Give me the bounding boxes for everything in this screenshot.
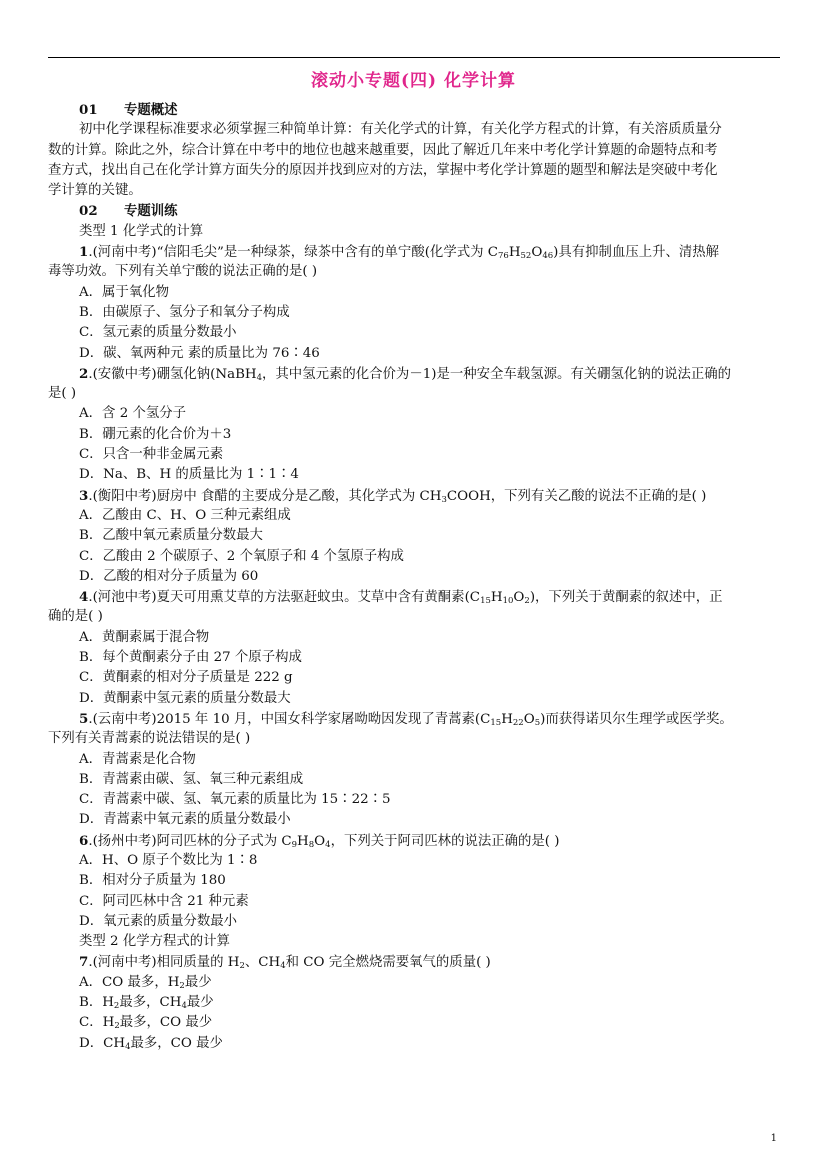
question-5: 5.(云南中考)2015 年 10 月，中国女科学家屠呦呦因发现了青蒿素$(C_{15}H_{22}O_5)$而获得诺贝尔生理学或医学奖。 (79, 710, 733, 728)
overview-paragraph: 查方式，找出自己在化学计算方面失分的原因并找到应对的方法，掌握中考化学计算题的题型和解法是突破中考化 (48, 162, 718, 178)
option-a: A．H、O 原子个数比为 1∶8 (79, 852, 258, 868)
question-2-line-2: 是( ) (48, 386, 77, 402)
overview-paragraph: 数的计算。除此之外，综合计算在中考中的地位也越来越重要，因此了解近几年来中考化学计算题的命题特点和考 (48, 142, 718, 158)
option-b: B．$H_2$最多，$CH_4$最少 (79, 995, 214, 1012)
option-c: C．$H_2$最多，CO 最少 (79, 1015, 213, 1032)
option-a: A．属于氧化物 (79, 284, 170, 300)
option-b: B．硼元素的化合价为＋3 (79, 426, 232, 442)
overview-paragraph: 初中化学课程标准要求必须掌握三种简单计算：有关化学式的计算，有关化学方程式的计算，有关溶质质量分 (79, 122, 722, 138)
option-d: D．氧元素的质量分数最小 (79, 913, 238, 929)
type-heading: 类型 2 化学方程式的计算 (79, 934, 230, 950)
section-heading-overview: 01 专题概述 (79, 102, 178, 118)
option-a: A．黄酮素属于混合物 (79, 629, 210, 645)
option-b: B．青蒿素由碳、氢、氧三种元素组成 (79, 771, 304, 787)
header-rule (48, 57, 780, 58)
option-d: D．乙酸的相对分子质量为 60 (79, 568, 259, 584)
document-body (48, 100, 780, 1054)
question-2: 2.(安徽中考)硼氢化钠(NaBH$_4$，其中氢元素的化合价为－1)是一种安全车载氢源。有关硼氢化钠的说法正确的 (79, 365, 732, 383)
question-1: 1.(河南中考)“信阳毛尖”是一种绿茶，绿茶中含有的单宁酸(化学式为 $C_{76}H_{52}O_{46}$)具有抑制血压上升、清热解 (79, 244, 720, 262)
option-d: D．$CH_4$最多，CO 最少 (79, 1035, 223, 1052)
overview-paragraph: 学计算的关键。 (48, 183, 142, 199)
option-b: B．相对分子质量为 180 (79, 873, 226, 889)
option-a: A．乙酸由 C、H、O 三种元素组成 (79, 507, 291, 523)
option-c: C．黄酮素的相对分子质量是 222 g (79, 670, 293, 686)
option-d: D．青蒿素中氧元素的质量分数最小 (79, 812, 291, 828)
option-d: D．黄酮素中氢元素的质量分数最大 (79, 690, 291, 706)
option-c: C．乙酸由 2 个碳原子、2 个氧原子和 4 个氢原子构成 (79, 548, 404, 564)
option-d: D．碳、氧两种元 素的质量比为 76∶46 (79, 345, 320, 361)
page-number: 1 (770, 1133, 777, 1144)
option-a: A．青蒿素是化合物 (79, 751, 196, 767)
option-c: C．阿司匹林中含 21 种元素 (79, 893, 249, 909)
option-b: B．由碳原子、氢分子和氧分子构成 (79, 304, 290, 320)
question-1-line-2: 毒等功效。下列有关单宁酸的说法正确的是( ) (48, 264, 318, 280)
type-heading: 类型 1 化学式的计算 (79, 223, 204, 239)
option-a: A．含 2 个氢分子 (79, 406, 187, 422)
page-title: 滚动小专题(四) 化学计算 (310, 71, 516, 91)
question-4: 4.(河池中考)夏天可用熏艾草的方法驱赶蚊虫。艾草中含有黄酮素$(C_{15}H_{10}O_2)$，下列关于黄酮素的叙述中，正 (79, 589, 723, 607)
option-c: C．氢元素的质量分数最小 (79, 325, 237, 341)
option-a: A．CO 最多，$H_2$最少 (79, 974, 212, 991)
option-c: C．只含一种非金属元素 (79, 447, 224, 463)
question-5-line-2: 下列有关青蒿素的说法错误的是( ) (48, 731, 251, 747)
option-b: B．乙酸中氧元素质量分数最大 (79, 528, 263, 544)
question-7: 7.(河南中考)相同质量的 $H_2$、$CH_4$和 CO 完全燃烧需要氧气的质量( ) (79, 954, 491, 972)
option-b: B．每个黄酮素分子由 27 个原子构成 (79, 650, 302, 666)
section-heading-training: 02 专题训练 (79, 203, 178, 220)
question-3: 3.(衡阳中考)厨房中 食醋的主要成分是乙酸，其化学式为 $CH_3COOH$，下列有关乙酸的说法不正确的是( ) (79, 487, 707, 505)
option-c: C．青蒿素中碳、氢、氧元素的质量比为 15∶22∶5 (79, 792, 391, 808)
question-4-line-2: 确的是( ) (48, 609, 103, 625)
option-d: D．Na、B、H 的质量比为 1∶1∶4 (79, 467, 299, 483)
question-6: 6.(扬州中考)阿司匹林的分子式为 $C_9H_8O_4$，下列关于阿司匹林的说法正确的是( ) (79, 832, 560, 850)
